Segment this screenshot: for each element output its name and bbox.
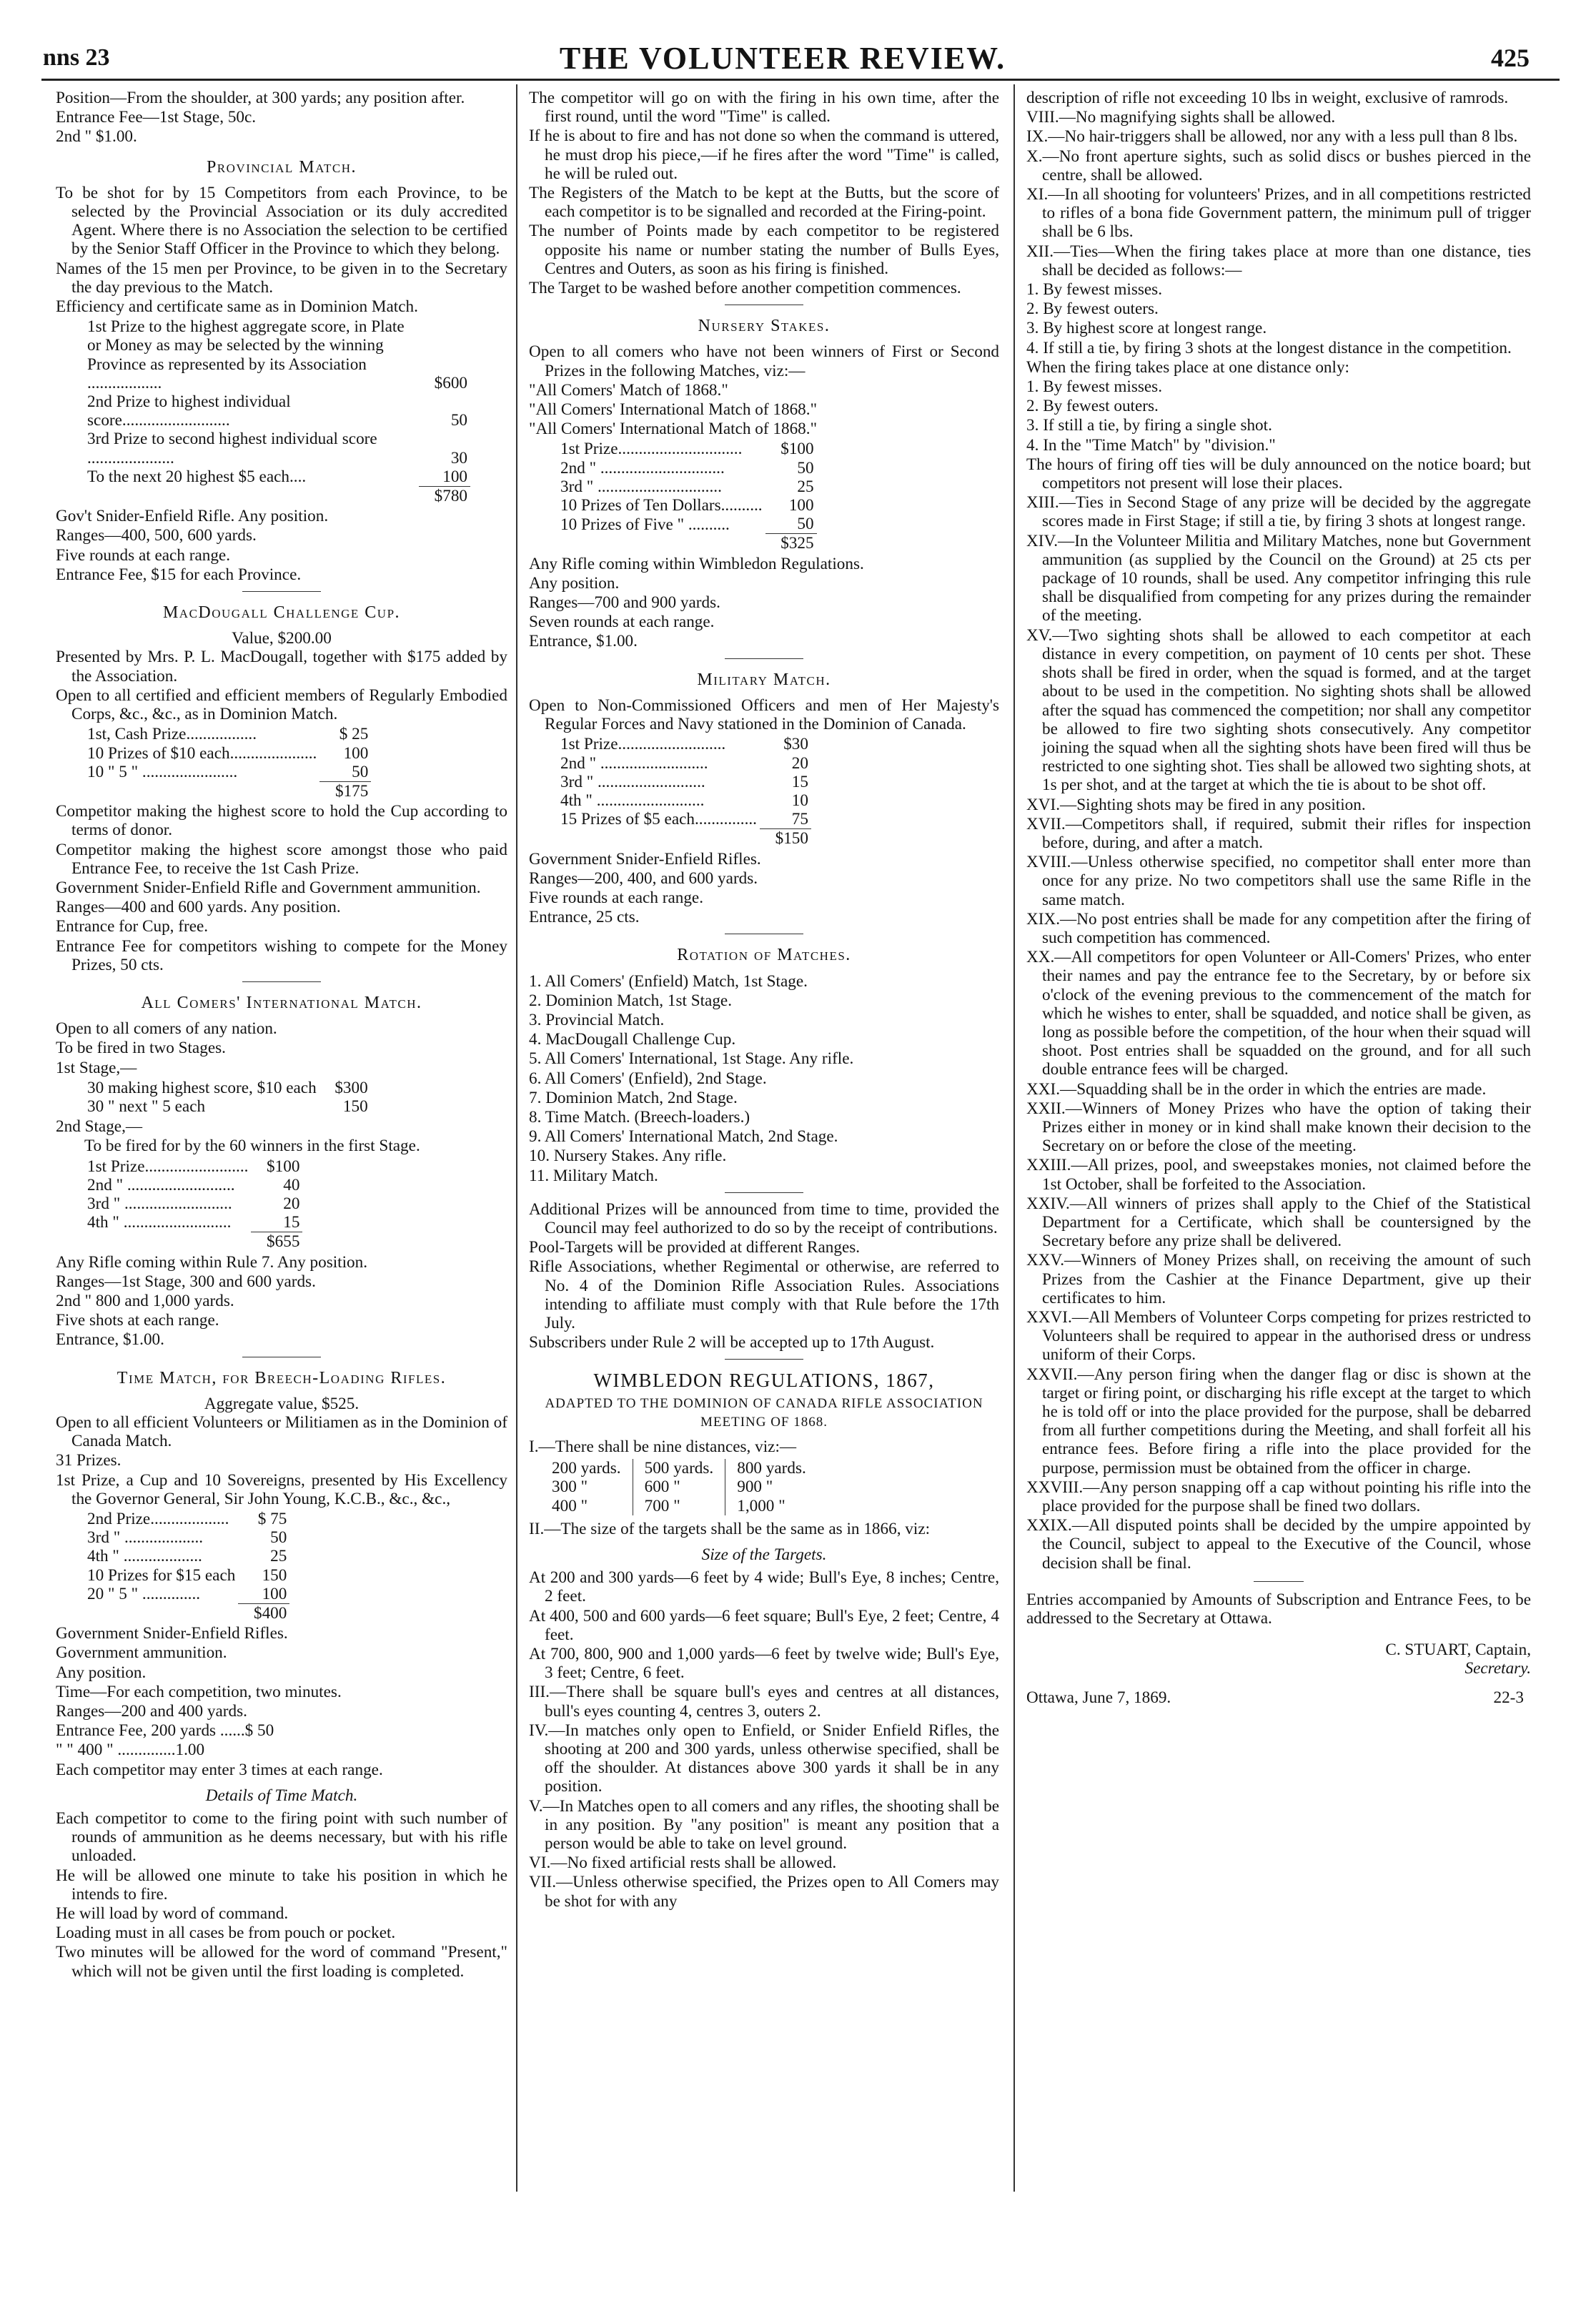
prize-total-row bbox=[84, 1604, 289, 1623]
column-3 bbox=[1026, 89, 1531, 2285]
rotation-item: 2. Dominion Match, 1st Stage. bbox=[529, 991, 733, 1010]
note-line: Entrance, 25 cts. bbox=[529, 908, 640, 927]
paragraph: To be shot for by 15 Competitors from each Province, to be selected by the Provincial Association or its duly accredited Agent. Where there is no Association the selection to be certified by the Senior Staff Officer in the Province to which they belong. bbox=[56, 183, 507, 259]
prize-label: 3rd " .......................... bbox=[87, 1194, 232, 1213]
stage2-text: To be fired for by the 60 winners in the first Stage. bbox=[84, 1137, 420, 1156]
rule-paragraph: XXI.—Squadding shall be in the order in which the entries are made. bbox=[1026, 1079, 1487, 1099]
note-line: Ranges—700 and 900 yards. bbox=[529, 593, 720, 613]
prize-label: 10 " 5 " ....................... bbox=[87, 762, 238, 781]
rule-paragraph: XXIX.—All disputed points shall be decided by the umpire appointed by the Council, subject to appeal to the Executive of the Council, whose decision shall be final. bbox=[1026, 1516, 1531, 1573]
rule-paragraph: When the firing takes place at one distance only: bbox=[1026, 357, 1349, 377]
stage1-prize-table bbox=[84, 1079, 371, 1116]
prize-amount: $300 bbox=[334, 1078, 368, 1097]
distance-cell: 500 yards. bbox=[633, 1459, 725, 1478]
prize-label: 30 " next " 5 each bbox=[87, 1097, 206, 1116]
prize-label: 4th " ................... bbox=[87, 1547, 202, 1566]
note-line: Time—For each competition, two minutes. bbox=[56, 1682, 342, 1701]
prize-label: 1st Prize......................... bbox=[87, 1157, 249, 1176]
rule-paragraph: XXIV.—All winners of prizes shall apply to the Chief of the Statistical Department for a Certificate, which shall be countersigned by the Secretary before any prize shall be delivered. bbox=[1026, 1194, 1531, 1251]
nursery-prize-table bbox=[557, 440, 817, 553]
prize-label: 10 Prizes of Five " .......... bbox=[560, 515, 730, 534]
nursery-notes bbox=[529, 555, 999, 651]
prize-label: 1st Prize to the highest aggregate score, in Plate or Money as may be selected by the winning Province as represented by its Association .................. bbox=[87, 317, 405, 392]
note-line: Entrance, $1.00. bbox=[529, 632, 638, 651]
wimbledon-rules bbox=[529, 1683, 999, 1910]
rule-paragraph: IX.—No hair-triggers shall be allowed, nor any with a less pull than 8 lbs. bbox=[1026, 127, 1518, 147]
prize-row bbox=[557, 496, 817, 515]
note-line: Five rounds at each range. bbox=[56, 545, 231, 565]
rule-paragraph: XVI.—Sighting shots may be fired in any position. bbox=[1026, 795, 1366, 814]
prize-row bbox=[84, 763, 371, 782]
paragraph: 1st Prize, a Cup and 10 Sovereigns, presented by His Excellency the Governor General, Sir John Young, K.C.B., &c., &c., bbox=[56, 1470, 507, 1508]
paragraph: Presented by Mrs. P. L. MacDougall, together with $175 added by the Association. bbox=[56, 648, 507, 686]
intro-line: Entrance Fee—1st Stage, 50c. bbox=[56, 108, 257, 127]
rule-paragraph: XVIII.—Unless otherwise specified, no competitor shall enter more than once for any prize. No two competitors shall use the same Rifle in the same match. bbox=[1026, 853, 1531, 909]
prize-total-row bbox=[557, 829, 811, 848]
rule-paragraph: V.—In Matches open to all comers and any rifles, the shooting shall be in any position. By "any position" is meant any position that a person would be able to take on level ground. bbox=[529, 1796, 999, 1854]
prize-total: $325 bbox=[765, 534, 817, 553]
rule-paragraph: XXV.—Winners of Money Prizes shall, on receiving the amount of such Prizes from the Cashier at the Finance Department, give up their certificates to him. bbox=[1026, 1251, 1531, 1307]
signature-title: Secretary. bbox=[1464, 1659, 1531, 1678]
prize-row bbox=[84, 1566, 289, 1585]
paragraph: "All Comers' International Match of 1868." bbox=[529, 420, 818, 439]
prize-total: $175 bbox=[319, 781, 371, 801]
rotation-item: 6. All Comers' (Enfield), 2nd Stage. bbox=[529, 1069, 767, 1088]
prize-amount: $600 bbox=[434, 373, 467, 392]
target-size: At 200 and 300 yards—6 feet by 4 wide; Bull's Eye, 8 inches; Centre, 2 feet. bbox=[529, 1568, 999, 1606]
note-line: Ranges—1st Stage, 300 and 600 yards. bbox=[56, 1272, 316, 1291]
prize-amount: 15 bbox=[791, 772, 808, 791]
prize-amount: $100 bbox=[780, 440, 814, 459]
rule-paragraph: XI.—In all shooting for volunteers' Prizes, and in all competitions restricted to rifles of a bona fide Government pattern, the minimum pull of trigger shall be 6 lbs. bbox=[1026, 185, 1531, 242]
paragraph: If he is about to fire and has not done so when the command is uttered, he must drop his piece,—if he fires after the word "Time" is called, he will be ruled out. bbox=[529, 127, 999, 183]
divider bbox=[242, 981, 321, 982]
paragraph: Rifle Associations, whether Regimental or otherwise, are referred to No. 4 of the Dominion Rifle Association Rules. Associations intending to affiliate must comply with that Rule before the 17th July. bbox=[529, 1257, 999, 1332]
detail-paragraph: Two minutes will be allowed for the word of command "Present," which will not be given until the first loading is completed. bbox=[56, 1943, 507, 1981]
paragraph: 31 Prizes. bbox=[56, 1451, 122, 1470]
paragraph: The Target to be washed before another competition commences. bbox=[529, 279, 961, 298]
divider bbox=[242, 591, 321, 592]
rotation-item: 5. All Comers' International, 1st Stage. Any rifle. bbox=[529, 1049, 854, 1069]
prize-amount: 15 bbox=[283, 1213, 300, 1232]
note-line: Entrance Fee, 200 yards ......$ 50 bbox=[56, 1721, 274, 1741]
paragraph: Open to all efficient Volunteers or Militiamen as in the Dominion of Canada Match. bbox=[56, 1413, 507, 1451]
divider bbox=[725, 1359, 803, 1360]
rule-paragraph: IV.—In matches only open to Enfield, or Snider Enfield Rifles, the shooting at 200 and 300 yards, unless otherwise specified, shall be off the shoulder. At distances above 300 yards it shall be in any position. bbox=[529, 1721, 999, 1796]
rotation-item: 1. All Comers' (Enfield) Match, 1st Stage. bbox=[529, 971, 808, 991]
military-prize-table bbox=[557, 735, 811, 848]
rule-paragraph: VI.—No fixed artificial rests shall be allowed. bbox=[529, 1854, 837, 1873]
distance-cell: 400 " bbox=[552, 1496, 588, 1515]
note-line: 2nd " 800 and 1,000 yards. bbox=[56, 1291, 234, 1310]
detail-paragraph: He will be allowed one minute to take his position in which he intends to fire. bbox=[56, 1866, 507, 1904]
macdougall-notes bbox=[56, 802, 507, 974]
prize-label: 20 " 5 " .............. bbox=[87, 1585, 201, 1604]
prize-label: 4th " .......................... bbox=[560, 791, 705, 810]
paragraph: Names of the 15 men per Province, to be given in to the Secretary the day previous to the Match. bbox=[56, 259, 507, 297]
prize-row bbox=[84, 392, 470, 430]
time-match-continued bbox=[529, 89, 999, 297]
prize-total: $150 bbox=[760, 829, 811, 848]
paragraph: "All Comers' Match of 1868." bbox=[529, 380, 728, 400]
section-heading: MacDougall Challenge Cup. bbox=[162, 603, 401, 623]
prize-amount: 25 bbox=[797, 477, 814, 496]
rule-paragraph: 2. By fewest outers. bbox=[1026, 397, 1159, 416]
distance-cell: 800 yards. bbox=[725, 1459, 818, 1478]
intro-lines bbox=[56, 89, 507, 147]
prize-row bbox=[84, 744, 371, 763]
notice-code: 22-3 bbox=[1493, 1688, 1524, 1707]
divider bbox=[1254, 1581, 1304, 1582]
prize-amount: 40 bbox=[283, 1175, 300, 1194]
prize-row bbox=[84, 1194, 302, 1213]
paragraph: The Registers of the Match to be kept at the Butts, but the score of each competitor is to be signalled and recorded at the Firing-point. bbox=[529, 184, 999, 222]
prize-amount: 10 bbox=[791, 791, 808, 810]
distance-row bbox=[540, 1459, 818, 1478]
prize-amount: 75 bbox=[791, 810, 808, 829]
rule-paragraph: description of rifle not exceeding 10 lbs in weight, exclusive of ramrods. bbox=[1026, 89, 1509, 107]
rotation-item: 4. MacDougall Challenge Cup. bbox=[529, 1030, 736, 1049]
prize-amount: $ 25 bbox=[339, 725, 369, 744]
column-rule bbox=[516, 84, 517, 2192]
dateline-text: Ottawa, June 7, 1869. bbox=[1026, 1688, 1171, 1707]
rotation-item: 7. Dominion Match, 2nd Stage. bbox=[529, 1088, 738, 1107]
prize-amount: 100 bbox=[788, 496, 814, 515]
prize-row bbox=[84, 1213, 302, 1232]
rule-paragraph: XXVIII.—Any person snapping off a cap without pointing his rifle into the place provided for the purpose shall be fined two dollars. bbox=[1026, 1478, 1531, 1516]
prize-total: $400 bbox=[238, 1604, 289, 1623]
divider bbox=[725, 658, 803, 659]
distance-cell: 600 " bbox=[633, 1478, 725, 1496]
note-line: Entrance, $1.00. bbox=[56, 1330, 164, 1350]
additional-notices bbox=[529, 1200, 999, 1352]
note-line: Entrance Fee for competitors wishing to compete for the Money Prizes, 50 cts. bbox=[56, 936, 507, 974]
note-line: Open to all comers of any nation. bbox=[56, 1019, 277, 1039]
note-line: Entrance for Cup, free. bbox=[56, 917, 209, 936]
rule-paragraph: XX.—All competitors for open Volunteer or All-Comers' Prizes, who enter their names and pay the entrance fee to the Secretary, by or before six o'clock of the evening previous to the commencement of the match for which he wishes to enter, shall be squadded, and notice shall be given, as long as possible before the competition, of the hour when their squad will shoot. Post entries shall be squadded on the ground, and for all such double entrance fees will be charged. bbox=[1026, 948, 1531, 1079]
prize-row bbox=[84, 317, 470, 392]
note-line: Competitor making the highest score amongst those who paid Entrance Fee, to receive the 1st Cash Prize. bbox=[56, 840, 507, 878]
rotation-item: 8. Time Match. (Breech-loaders.) bbox=[529, 1107, 750, 1127]
prize-amount: 100 bbox=[442, 467, 467, 486]
time-match-details bbox=[56, 1809, 507, 1981]
prize-row bbox=[84, 1510, 289, 1528]
note-line: Ranges—200, 400, and 600 yards. bbox=[529, 869, 758, 888]
prize-amount: 50 bbox=[352, 762, 369, 781]
prize-row bbox=[84, 1547, 289, 1565]
distance-cell: 700 " bbox=[633, 1497, 725, 1515]
note-line: Seven rounds at each range. bbox=[529, 613, 715, 632]
rule-paragraph: XV.—Two sighting shots shall be allowed to each competitor at each distance in every competition, on payment of 10 cents per shot. These shots shall be fired in order, when the squad is formed, and at the target about to be used in the competition. No sighting shots shall be allowed after the squad has commenced the competition; nor shall any competitor be allowed to fire two sighting shots consecutively. Any competitor joining the squad when all the sighting shots have been fired will thus be restricted to one sighting shot. Ties shall be allowed two sighting shots, at 1s per shot, and at the target at which the tie is about to be shot off. bbox=[1026, 625, 1531, 795]
stage2-prize-table bbox=[84, 1157, 302, 1252]
distance-row bbox=[540, 1478, 818, 1496]
rule-paragraph: XII.—Ties—When the firing takes place at more than one distance, ties shall be decided as follows:— bbox=[1026, 242, 1531, 279]
rule-paragraph: XXII.—Winners of Money Prizes who have the option of taking their Prizes either in money or in kind shall make known their decision to the Secretary on or before the close of the meeting. bbox=[1026, 1099, 1531, 1156]
prize-label: 2nd Prize................... bbox=[87, 1510, 229, 1529]
rotation-item: 3. Provincial Match. bbox=[529, 1010, 665, 1029]
prize-row bbox=[84, 1157, 302, 1176]
intro-line: Position—From the shoulder, at 300 yards; any position after. bbox=[56, 89, 465, 107]
military-notes bbox=[529, 850, 999, 927]
prize-row bbox=[557, 773, 811, 791]
divider bbox=[725, 1192, 803, 1193]
column-2 bbox=[529, 89, 999, 2285]
prize-row bbox=[557, 477, 817, 496]
prize-label: 1st Prize.......................... bbox=[560, 735, 726, 754]
prize-amount: 20 bbox=[283, 1194, 300, 1213]
prize-label: 30 making highest score, $10 each bbox=[87, 1078, 317, 1097]
prize-amount: 50 bbox=[797, 515, 814, 534]
note-line: Any position. bbox=[56, 1663, 147, 1682]
note-line: Government ammunition. bbox=[56, 1643, 227, 1663]
rule-paragraph: The hours of firing off ties will be duly announced on the notice board; but competitors not present will lose their places. bbox=[1026, 455, 1531, 493]
paragraph: The number of Points made by each competitor to be registered opposite his name or number stating the number of Bulls Eyes, Centres and Outers, as soon as his firing is finished. bbox=[529, 222, 999, 278]
page-number: 425 bbox=[1491, 44, 1530, 72]
prize-row bbox=[557, 735, 811, 753]
header-date: nns 23 bbox=[43, 44, 110, 71]
paragraph: Open to all certified and efficient members of Regularly Embodied Corps, &c., &c., as in Dominion Match. bbox=[56, 686, 507, 724]
all-comers-notes bbox=[56, 1253, 507, 1350]
note-line: Any Rifle coming within Wimbledon Regulations. bbox=[529, 554, 864, 573]
paragraph: Open to all comers who have not been winners of First or Second Prizes in the following Matches, viz:— bbox=[529, 342, 999, 380]
rule-paragraph: XIX.—No post entries shall be made for any competition after the firing of such competition has commenced. bbox=[1026, 909, 1531, 947]
rotation-list bbox=[529, 972, 999, 1185]
prize-amount: $100 bbox=[267, 1157, 300, 1176]
prize-row bbox=[557, 515, 817, 534]
target-size: At 400, 500 and 600 yards—6 feet square; Bull's Eye, 2 feet; Centre, 4 feet. bbox=[529, 1606, 999, 1644]
paragraph: Efficiency and certificate same as in Dominion Match. bbox=[56, 297, 418, 317]
signature: C. STUART, Captain, bbox=[1385, 1641, 1531, 1660]
rule-paragraph: 4. If still a tie, by firing 3 shots at the longest distance in the competition. bbox=[1026, 338, 1512, 357]
military-paragraphs bbox=[529, 696, 999, 733]
prize-label: 4th " .......................... bbox=[87, 1213, 232, 1232]
prize-amount: 50 bbox=[797, 458, 814, 477]
target-sizes bbox=[529, 1568, 999, 1682]
rule-paragraph: 3. By highest score at longest range. bbox=[1026, 319, 1267, 338]
prize-row bbox=[557, 459, 817, 477]
section-heading: WIMBLEDON REGULATIONS, 1867, bbox=[593, 1370, 935, 1392]
note-line: Ranges—200 and 400 yards. bbox=[56, 1702, 247, 1721]
prize-amount: 50 bbox=[270, 1528, 287, 1548]
rule-text: I.—There shall be nine distances, viz:— bbox=[529, 1437, 797, 1456]
rotation-item: 10. Nursery Stakes. Any rifle. bbox=[529, 1147, 727, 1166]
rule-paragraph: 1. By fewest misses. bbox=[1026, 280, 1162, 300]
prize-total-row bbox=[84, 487, 470, 506]
note-line: Government Snider-Enfield Rifles. bbox=[529, 849, 761, 869]
prize-label: 3rd " .............................. bbox=[560, 477, 722, 496]
provincial-notes bbox=[56, 507, 507, 584]
rule-text: II.—The size of the targets shall be the same as in 1866, viz: bbox=[529, 1519, 931, 1538]
prize-row bbox=[84, 1176, 302, 1194]
paragraph: Subscribers under Rule 2 will be accepted up to 17th August. bbox=[529, 1333, 935, 1352]
prize-row bbox=[557, 810, 811, 829]
note-line: Five rounds at each range. bbox=[529, 888, 704, 907]
header-rule bbox=[41, 79, 1560, 81]
prize-amount: 30 bbox=[450, 448, 467, 467]
rule-paragraph: XIII.—Ties in Second Stage of any prize will be decided by the aggregate scores made in First Stage; if still a tie, by firing 3 shots at longest range. bbox=[1026, 493, 1531, 531]
prize-label: 2nd " .............................. bbox=[560, 458, 725, 477]
section-heading: Nursery Stakes. bbox=[698, 317, 831, 336]
rule-paragraph: XXVII.—Any person firing when the danger flag or disc is shown at the target or firing point, or discharging his rifle except at the target to which he is told off or into the place provided for the purpose, shall be debarred from all further competitions during the Meeting, and shall forfeit all his entrance fees. Before firing a rifle into the place provided for the purpose, permission must be obtained from the officer in charge. bbox=[1026, 1365, 1531, 1478]
detail-paragraph: Each competitor to come to the firing point with such number of rounds of ammunition as he deems necessary, but with his rifle unloaded. bbox=[56, 1809, 507, 1866]
note-line: Government Snider-Enfield Rifles. bbox=[56, 1624, 288, 1643]
prize-amount: 100 bbox=[262, 1584, 287, 1603]
prize-amount: 50 bbox=[450, 411, 467, 430]
prize-row bbox=[84, 725, 371, 743]
section-heading: Military Match. bbox=[697, 670, 831, 689]
time-match-notes bbox=[56, 1624, 507, 1779]
note-line: To be fired in two Stages. bbox=[56, 1039, 226, 1058]
prize-row bbox=[557, 440, 817, 458]
prize-row bbox=[84, 1097, 371, 1116]
prize-label: 2nd " .......................... bbox=[560, 753, 708, 773]
details-heading: Details of Time Match. bbox=[205, 1786, 358, 1805]
prize-row bbox=[84, 1585, 289, 1604]
column-1 bbox=[56, 89, 507, 2285]
note-line: Each competitor may enter 3 times at each range. bbox=[56, 1760, 383, 1779]
prize-label: 3rd " .......................... bbox=[560, 772, 705, 791]
column-rule bbox=[1013, 84, 1015, 2192]
section-heading: Time Match, for Breech-Loading Rifles. bbox=[117, 1368, 447, 1387]
paragraph: Open to Non-Commissioned Officers and men of Her Majesty's Regular Forces and Navy stationed in the Dominion of Canada. bbox=[529, 696, 999, 734]
note-line: Entrance Fee, $15 for each Province. bbox=[56, 565, 302, 584]
prize-label: 1st Prize.............................. bbox=[560, 440, 743, 459]
prize-total-row bbox=[557, 534, 817, 553]
prize-amount: $30 bbox=[783, 735, 808, 754]
section-heading: Provincial Match. bbox=[206, 157, 357, 177]
prize-label: 3rd Prize to second highest individual score ..................... bbox=[87, 430, 377, 467]
prize-label: 1st, Cash Prize................. bbox=[87, 725, 257, 744]
prize-row bbox=[557, 791, 811, 810]
nursery-paragraphs bbox=[529, 342, 999, 438]
rule-paragraph: III.—There shall be square bull's eyes and centres at all distances, bull's eyes counting 4, centres 3, outers 2. bbox=[529, 1683, 999, 1721]
provincial-prize-table bbox=[84, 317, 470, 505]
prize-label: 2nd Prize to highest individual score.......................... bbox=[87, 392, 291, 430]
aggregate-value: Aggregate value, $525. bbox=[204, 1394, 360, 1413]
note-line: Government Snider-Enfield Rifle and Government ammunition. bbox=[56, 878, 481, 897]
paragraph: Pool-Targets will be provided at different Ranges. bbox=[529, 1238, 861, 1257]
prize-row bbox=[84, 430, 470, 467]
prize-label: 10 Prizes for $15 each bbox=[87, 1565, 236, 1585]
section-heading: Rotation of Matches. bbox=[677, 946, 851, 965]
prize-amount: 25 bbox=[270, 1547, 287, 1566]
distance-cell: 200 yards. bbox=[552, 1459, 621, 1478]
prize-total: $780 bbox=[419, 487, 470, 506]
prize-amount: 20 bbox=[791, 753, 808, 773]
rule-paragraph: 2. By fewest outers. bbox=[1026, 300, 1159, 319]
note-line: Gov't Snider-Enfield Rifle. Any position. bbox=[56, 507, 329, 526]
wimbledon-rules-continued bbox=[1026, 89, 1531, 1573]
provincial-paragraphs bbox=[56, 184, 507, 316]
detail-paragraph: Loading must in all cases be from pouch or pocket. bbox=[56, 1924, 396, 1943]
note-line: Five shots at each range. bbox=[56, 1311, 219, 1330]
rule-paragraph: VII.—Unless otherwise specified, the Prizes open to All Comers may be shot for with any bbox=[529, 1873, 999, 1911]
detail-paragraph: He will load by word of command. bbox=[56, 1904, 289, 1924]
prize-label: 2nd " .......................... bbox=[87, 1175, 235, 1194]
rotation-item: 11. Military Match. bbox=[529, 1166, 658, 1185]
time-match-paragraphs bbox=[56, 1413, 507, 1508]
stage-label: 2nd Stage,— bbox=[56, 1117, 143, 1137]
paragraph: Additional Prizes will be announced from time to time, provided the Council may feel authorized to do so by the receipt of contributions. bbox=[529, 1199, 999, 1237]
dateline bbox=[1026, 1688, 1531, 1707]
rule-paragraph: XIV.—In the Volunteer Militia and Military Matches, none but Government ammunition (as supplied by the Council on the Ground) at 25 cts per package of 10 rounds, shall be used. Any competitor infringing this rule shall be disqualified from competing for any prizes during the remainder of the meeting. bbox=[1026, 531, 1531, 625]
distance-row bbox=[540, 1497, 818, 1515]
section-subheading: ADAPTED TO THE DOMINION OF CANADA RIFLE ASSOCIATION MEETING OF 1868. bbox=[545, 1395, 983, 1430]
prize-row bbox=[557, 754, 811, 773]
distance-cell: 300 " bbox=[552, 1478, 588, 1497]
closing-notice: Entries accompanied by Amounts of Subscription and Entrance Fees, to be addressed to the Secretary at Ottawa. bbox=[1026, 1590, 1531, 1628]
rule-paragraph: VIII.—No magnifying sights shall be allowed. bbox=[1026, 108, 1336, 127]
prize-label: 10 Prizes of Ten Dollars.......... bbox=[560, 496, 763, 515]
distances-table bbox=[540, 1459, 818, 1515]
prize-total-row bbox=[84, 781, 371, 801]
intro-line: 2nd " $1.00. bbox=[56, 127, 137, 147]
macdougall-prize-table bbox=[84, 725, 371, 801]
stage-label: 1st Stage,— bbox=[56, 1058, 137, 1077]
distance-cell: 900 " bbox=[725, 1478, 818, 1496]
page-header bbox=[21, 37, 1544, 80]
prize-label: 3rd " ................... bbox=[87, 1528, 204, 1548]
paragraph: The competitor will go on with the firing in his own time, after the first round, until the word "Time" is called. bbox=[529, 89, 999, 127]
cup-value: Value, $200.00 bbox=[232, 629, 332, 648]
note-line: Competitor making the highest score to hold the Cup according to terms of donor. bbox=[56, 802, 507, 840]
prize-amount: 150 bbox=[262, 1565, 287, 1585]
prize-amount: $ 75 bbox=[257, 1510, 287, 1529]
time-match-prize-table bbox=[84, 1510, 289, 1623]
prize-total-row bbox=[84, 1232, 302, 1252]
prize-amount: 100 bbox=[343, 743, 369, 763]
rule-paragraph: XVII.—Competitors shall, if required, submit their rifles for inspection before, during, and after a match. bbox=[1026, 814, 1531, 852]
targets-heading: Size of the Targets. bbox=[701, 1545, 827, 1565]
rule-paragraph: 1. By fewest misses. bbox=[1026, 377, 1162, 397]
prize-row bbox=[84, 467, 470, 487]
prize-row bbox=[84, 1079, 371, 1097]
prize-label: To the next 20 highest $5 each.... bbox=[87, 467, 307, 487]
rule-paragraph: X.—No front aperture sights, such as solid discs or bushes pierced in the centre, shall be allowed. bbox=[1026, 147, 1531, 184]
prize-amount: 150 bbox=[342, 1097, 368, 1116]
rule-paragraph: 4. In the "Time Match" by "division." bbox=[1026, 435, 1276, 455]
note-line: Ranges—400, 500, 600 yards. bbox=[56, 526, 257, 545]
note-line: " " 400 " ..............1.00 bbox=[56, 1741, 205, 1760]
paragraph: "All Comers' International Match of 1868." bbox=[529, 400, 818, 420]
prize-label: 15 Prizes of $5 each............... bbox=[560, 810, 757, 829]
rule-paragraph: 3. If still a tie, by firing a single shot. bbox=[1026, 416, 1272, 435]
prize-label: 10 Prizes of $10 each..................... bbox=[87, 743, 317, 763]
all-comers-intro bbox=[56, 1019, 507, 1057]
masthead-title: THE VOLUNTEER REVIEW. bbox=[559, 41, 1006, 76]
rule-paragraph: XXIII.—All prizes, pool, and sweepstakes monies, not claimed before the 1st October, shall be forfeited to the Association. bbox=[1026, 1156, 1531, 1194]
note-line: Any Rifle coming within Rule 7. Any position. bbox=[56, 1252, 368, 1272]
rule-paragraph: XXVI.—All Members of Volunteer Corps competing for prizes restricted to Volunteers shall be required to appear in the authorised dress or undress uniform of their Corps. bbox=[1026, 1308, 1531, 1365]
macdougall-paragraphs bbox=[56, 648, 507, 723]
prize-total: $655 bbox=[251, 1232, 302, 1252]
rotation-item: 9. All Comers' International Match, 2nd Stage. bbox=[529, 1127, 838, 1147]
note-line: Any position. bbox=[529, 573, 620, 593]
note-line: Ranges—400 and 600 yards. Any position. bbox=[56, 898, 341, 917]
distance-cell: 1,000 " bbox=[725, 1497, 818, 1515]
section-heading: All Comers' International Match. bbox=[141, 993, 422, 1012]
target-size: At 700, 800, 900 and 1,000 yards—6 feet by twelve wide; Bull's Eye, 3 feet; Centre, 6 feet. bbox=[529, 1645, 999, 1683]
prize-row bbox=[84, 1528, 289, 1547]
